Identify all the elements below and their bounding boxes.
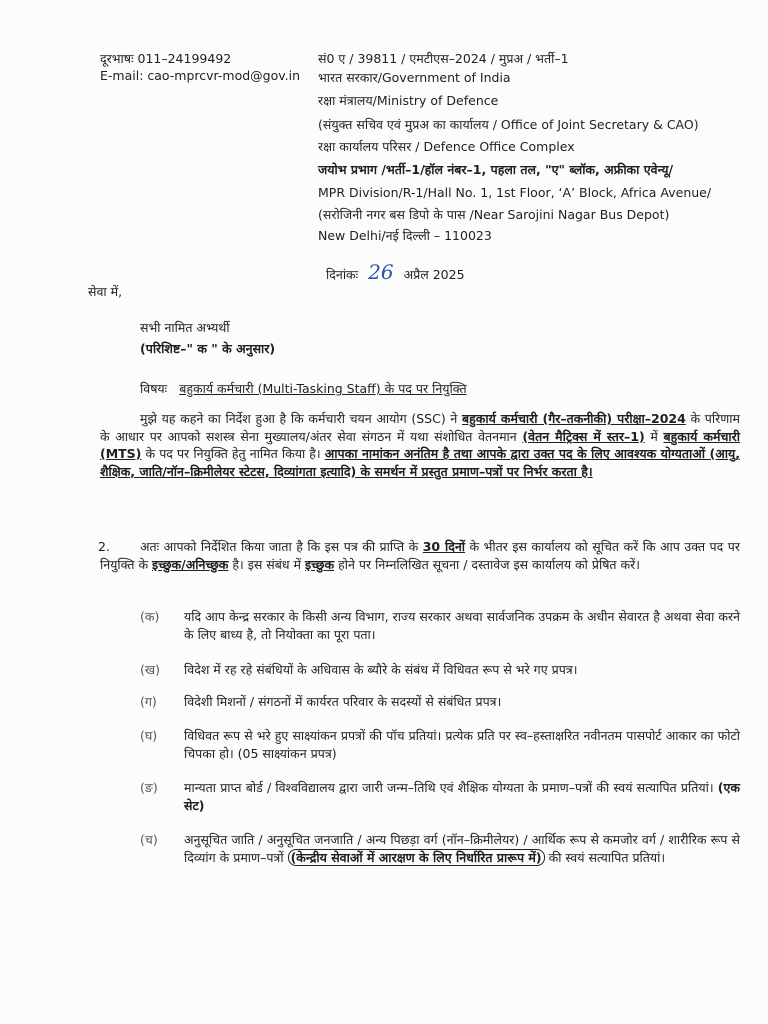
date-line xyxy=(326,260,465,284)
address-line-4: रक्षा कार्यालय परिसर / Defence Office Complex xyxy=(318,139,575,154)
address-line-1: भारत सरकार/Government of India xyxy=(318,70,511,85)
para2-number: 2. xyxy=(98,539,110,554)
address-line-3: (संयुक्त सचिव एवं मुप्रअ का कार्यालय / Office of Joint Secretary & CAO) xyxy=(318,117,699,132)
item-text-suffix: (एक सेट) xyxy=(184,780,740,813)
list-item-kha xyxy=(140,661,740,679)
item-text: विदेशी मिशनों / संगठनों में कार्यरत परिवार के सदस्यों से संबंधित प्रपत्र। xyxy=(184,694,502,709)
list-item-ga xyxy=(140,693,740,711)
subject-label: विषयः xyxy=(140,381,168,396)
item-marker: (ख) xyxy=(140,662,160,677)
item-text: विदेश में रह रहे संबंधियों के अधिवास के ब्यौरे के संबंध में विधिवत रूप से भरे गए प्रपत्र। xyxy=(184,662,578,677)
recipient-line-1: सभी नामित अभ्यर्थी xyxy=(140,320,230,335)
item-text: विधिवत रूप से भरे हुए साक्ष्यांकन प्रपत्रों की पॉच प्रतियां। प्रत्येक प्रति पर स्व–हस्ताक्षरित नवीनतम पासपोर्ट आकार का फोटो चिपका हो। (05 साक्ष्यांकन प्रपत्र) xyxy=(184,728,740,761)
date-month-year: अप्रैल 2025 xyxy=(403,267,465,282)
item-text-main: अनुसूचित जाति / अनुसूचित जनजाति / अन्य पिछड़ा वर्ग (नॉन–क्रिमीलेयर) / आर्थिक रूप से कमजोर वर्ग / शारीरिक रूप से दिव्यांग के प्रमाण–पत्रों xyxy=(184,832,740,865)
para2-text-1: अतः आपको निर्देशित किया जाता है कि इस पत्र की प्राप्ति के xyxy=(140,539,419,554)
para1-provisional-note: आपका नामांकन अनंतिम है तथा आपके द्वारा उक्त पद के लिए आवश्यक योग्यताओं (आयु, शैक्षिक, जाति/नॉन–क्रिमीलेयर स्टेटस, दिव्यांगता इत्यादि) के समर्थन में प्रस्तुत प्रमाण–पत्रों पर निर्भर करता है। xyxy=(100,446,740,479)
reference-number: सं0 ए / 39811 / एमटीएस–2024 / मुप्रअ / भर्ती–1 xyxy=(318,51,569,66)
para2-willing-unwilling: इच्छुक/अनिच्छुक xyxy=(152,556,229,572)
para2-text-2: के भीतर इस कार्यालय को सूचित करें कि आप उक्त पद पर नियुक्ति के xyxy=(100,539,740,572)
item-text-main: मान्यता प्राप्त बोर्ड / विश्वविद्यालय द्वारा जारी जन्म–तिथि एवं शैक्षिक योग्यता के प्रमाण–पत्रों की स्वयं सत्यापित प्रतियां। xyxy=(184,780,714,795)
phone-number: दूरभाषः 011–24199492 xyxy=(100,51,232,66)
date-day-handwritten: 26 xyxy=(368,260,394,284)
list-item-gha xyxy=(140,727,740,763)
para1-text-1: मुझे यह कहने का निर्देश हुआ है कि कर्मचारी चयन आयोग (SSC) ने xyxy=(140,411,458,426)
item-text-tail: की स्वयं सत्यापित प्रतियां। xyxy=(548,850,666,865)
list-item-cha xyxy=(140,831,740,867)
para2-text-3: है। इस संबंध में xyxy=(232,556,302,572)
item-text xyxy=(184,831,740,867)
list-item-ka xyxy=(140,608,740,644)
subject-text: बहुकार्य कर्मचारी (Multi-Tasking Staff) के पद पर नियुक्ति xyxy=(179,381,467,396)
subject-line xyxy=(140,381,467,397)
para1-exam-name: बहुकार्य कर्मचारी (गैर–तकनीकी) परीक्षा–2024 xyxy=(461,411,686,426)
para1-text-3: में xyxy=(650,428,658,444)
item-marker: (ङ) xyxy=(140,780,158,795)
para1-text-2: के परिणाम के आधार पर आपको सशस्त्र सेना मुख्यालय/अंतर सेवा संगठन में यथा संशोधित वेतनमान xyxy=(100,411,740,444)
email-address: E-mail: cao-mprcvr-mod@gov.in xyxy=(100,68,301,83)
address-line-5: जयोभ प्रभाग /भर्ती–1/हॉल नंबर–1, पहला तल, "ए" ब्लॉक, अफ्रीका एवेन्यू/ xyxy=(318,162,674,177)
date-label: दिनांकः xyxy=(326,267,359,282)
para2-willing: इच्छुक xyxy=(305,556,335,572)
item-marker: (क) xyxy=(140,609,160,624)
recipient-line-2: (परिशिष्ट–" क " के अनुसार) xyxy=(140,341,276,356)
para2-days: 30 दिनों xyxy=(422,539,466,554)
item-text: यदि आप केन्द्र सरकार के किसी अन्य विभाग, राज्य सरकार अथवा सार्वजनिक उपक्रम के अधीन सेवारत है अथवा सेवा करने के लिए बाध्य है, तो नियोक्ता का पूरा पता। xyxy=(184,609,740,642)
address-line-7: (सरोजिनी नगर बस डिपो के पास /Near Sarojini Nagar Bus Depot) xyxy=(318,207,670,222)
paragraph-2 xyxy=(100,538,740,573)
address-line-8: New Delhi/नई दिल्ली – 110023 xyxy=(318,228,492,243)
address-line-2: रक्षा मंत्रालय/Ministry of Defence xyxy=(318,93,499,108)
para1-text-4: के पद पर नियुक्ति हेतु नामित किया है। xyxy=(145,446,321,461)
salutation: सेवा में, xyxy=(88,284,123,299)
item-text-boxed: (केन्द्रीय सेवाओं में आरक्षण के लिए निर्धारित प्रारूप में) xyxy=(288,849,545,866)
para2-text-4: होने पर निम्नलिखित सूचना / दस्तावेज इस कार्यालय को प्रेषित करें। xyxy=(338,556,640,572)
item-marker: (घ) xyxy=(140,728,158,743)
paragraph-1 xyxy=(100,410,740,480)
item-marker: (च) xyxy=(140,832,158,847)
item-marker: (ग) xyxy=(140,694,157,709)
address-line-6: MPR Division/R-1/Hall No. 1, 1st Floor, ‘A’ Block, Africa Avenue/ xyxy=(318,185,712,200)
list-item-nga xyxy=(140,779,740,815)
para1-pay-level: (वेतन मैट्रिक्स में स्तर–1) xyxy=(522,428,645,444)
item-text xyxy=(184,779,740,815)
para1-post-name: बहुकार्य कर्मचारी (MTS) xyxy=(100,428,741,461)
